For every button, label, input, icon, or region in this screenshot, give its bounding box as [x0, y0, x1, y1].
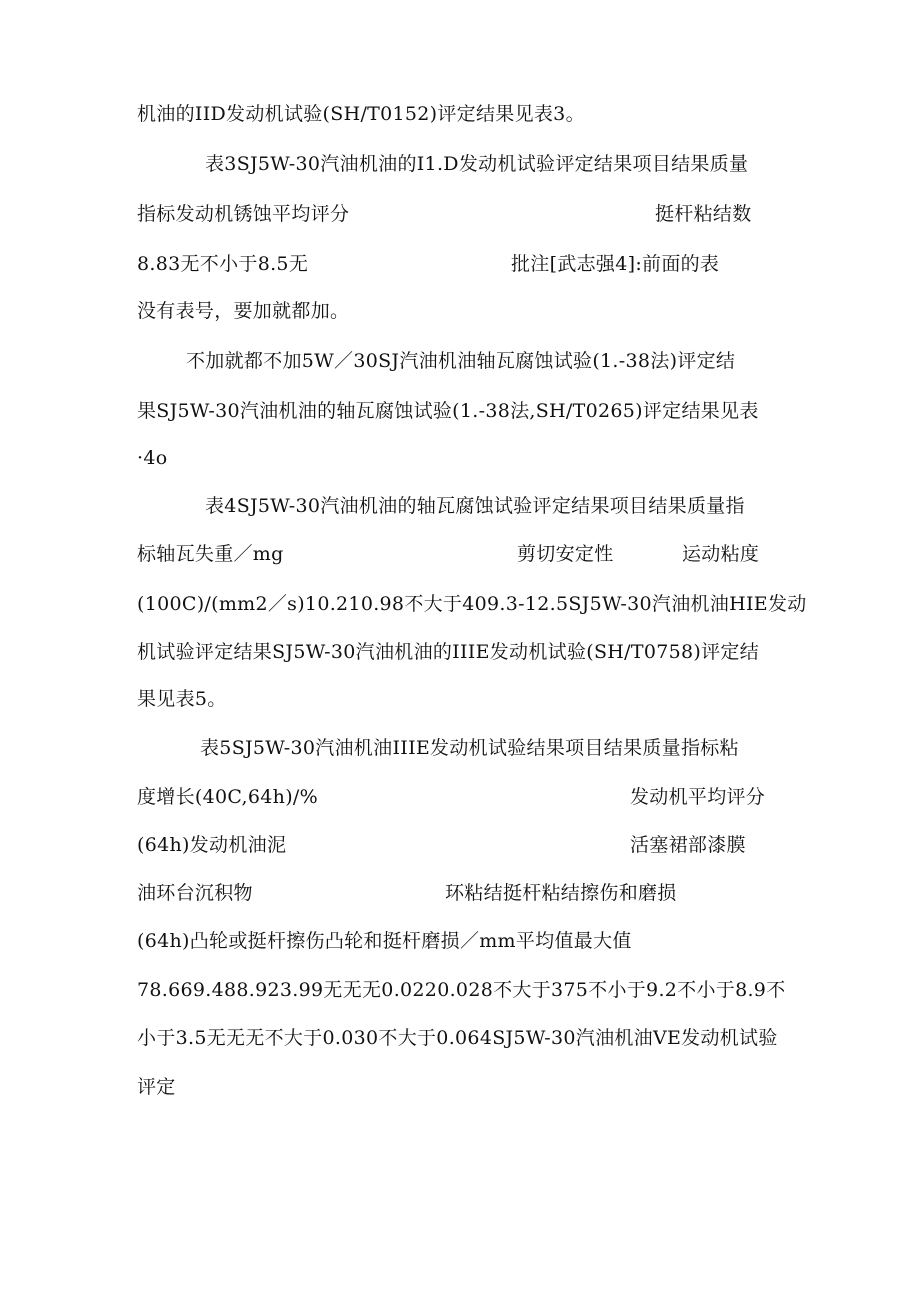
- text-line: 挺杆粘结数: [655, 203, 752, 225]
- text-line: 机油的IID发动机试验(SH/T0152)评定结果见表3。: [137, 103, 585, 125]
- text-line: 指标发动机锈蚀平均评分: [137, 203, 350, 225]
- text-line: 果SJ5W-30汽油机油的轴瓦腐蚀试验(1.-38法,SH/T0265)评定结果见表: [137, 400, 759, 422]
- text-line: 活塞裙部漆膜: [630, 834, 746, 856]
- text-line: 剪切安定性: [517, 543, 614, 565]
- text-line: 标轴瓦失重／mg: [137, 543, 284, 565]
- text-line: 78.669.488.923.99无无无0.0220.028不大于375不小于9.2不小于8.9不: [137, 979, 786, 1001]
- text-line: ·4o: [137, 447, 168, 469]
- text-line: 发动机平均评分: [630, 786, 766, 808]
- comment-annotation: 批注[武志强4]:前面的表: [511, 253, 720, 275]
- comment-annotation: 没有表号，要加就都加。: [137, 300, 350, 322]
- text-line: 评定: [137, 1076, 176, 1098]
- text-line: 不加就都不加5W／30SJ汽油机油轴瓦腐蚀试验(1.-38法)评定结: [186, 350, 736, 372]
- text-line: (100C)/(mm2／s)10.210.98不大于409.3-12.5SJ5W-30汽油机油HIE发动: [137, 593, 807, 615]
- text-line: 果见表5。: [137, 688, 227, 710]
- text-line: 机试验评定结果SJ5W-30汽油机油的IIIE发动机试验(SH/T0758)评定结: [137, 641, 759, 663]
- text-line: 小于3.5无无无不大于0.030不大于0.064SJ5W-30汽油机油VE发动机试验: [137, 1027, 778, 1049]
- table-caption: 表3SJ5W-30汽油机油的I1.D发动机试验评定结果项目结果质量: [205, 153, 749, 175]
- table-caption: 表5SJ5W-30汽油机油IIIE发动机试验结果项目结果质量指标粘: [200, 737, 739, 759]
- text-line: (64h)发动机油泥: [137, 834, 287, 856]
- text-line: 油环台沉积物: [137, 882, 253, 904]
- text-line: 环粘结挺杆粘结擦伤和磨损: [445, 882, 677, 904]
- text-line: 度增长(40C,64h)/%: [137, 786, 318, 808]
- text-line: 运动粘度: [682, 543, 760, 565]
- table-caption: 表4SJ5W-30汽油机油的轴瓦腐蚀试验评定结果项目结果质量指: [205, 495, 745, 517]
- text-line: (64h)凸轮或挺杆擦伤凸轮和挺杆磨损／mm平均值最大值: [137, 930, 632, 952]
- text-line: 8.83无不小于8.5无: [137, 253, 309, 275]
